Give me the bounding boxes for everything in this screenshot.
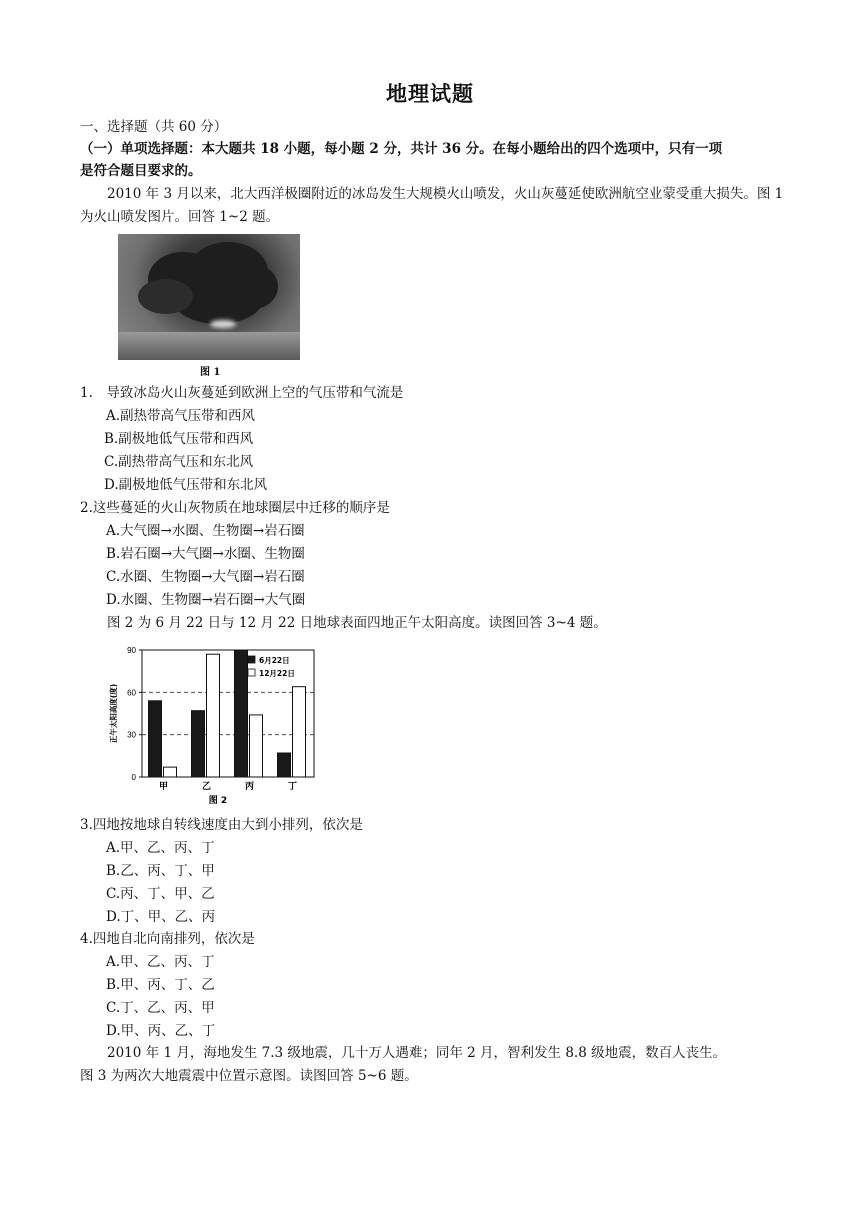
section-instructions-line2: 是符合题目要求的。 bbox=[80, 163, 202, 179]
legend-label: 6月22日 bbox=[259, 656, 290, 665]
bar-丁-12月22日 bbox=[293, 687, 306, 777]
question-1-option-a[interactable]: A.副热带高气压带和西风 bbox=[106, 408, 256, 424]
question-2-option-a[interactable]: A.大气圈→水圈、生物圈→岩石圈 bbox=[106, 523, 305, 539]
sun-altitude-chart bbox=[104, 644, 324, 814]
intro-volcano: 2010 年 3 月以来，北大西洋极圈附近的冰岛发生大规模火山喷发，火山灰蔓延使欧洲航空业蒙受重大损失。图 1 为火山喷发图片。回答 1~2 题。 bbox=[80, 186, 784, 225]
question-2-option-c[interactable]: C.水圈、生物圈→大气圈→岩石圈 bbox=[106, 569, 305, 585]
question-2-stem: 2.这些蔓延的火山灰物质在地球圈层中迁移的顺序是 bbox=[80, 500, 390, 516]
bar-丙-6月22日 bbox=[235, 650, 248, 777]
volcano-photo bbox=[118, 234, 300, 360]
bar-乙-6月22日 bbox=[192, 711, 205, 777]
section-heading: 一、选择题（共 60 分） bbox=[80, 119, 228, 135]
y-axis-label: 正午太阳高度(度) bbox=[109, 683, 118, 744]
intro-earthquake-line2: 图 3 为两次大地震震中位置示意图。读图回答 5~6 题。 bbox=[80, 1068, 418, 1084]
question-3-option-a[interactable]: A.甲、乙、丙、丁 bbox=[106, 840, 215, 856]
bar-甲-12月22日 bbox=[164, 767, 177, 777]
question-2-option-b[interactable]: B.岩石圈→大气圈→水圈、生物圈 bbox=[106, 546, 305, 562]
question-3-stem: 3.四地按地球自转线速度由大到小排列，依次是 bbox=[80, 817, 363, 833]
legend-label: 12月22日 bbox=[259, 669, 295, 678]
question-3-option-b[interactable]: B.乙、丙、丁、甲 bbox=[106, 863, 215, 879]
bar-丙-12月22日 bbox=[250, 715, 263, 777]
question-1-stem: 1. 导致冰岛火山灰蔓延到欧洲上空的气压带和气流是 bbox=[80, 385, 404, 401]
figure2-caption: 图 2 bbox=[208, 796, 228, 806]
question-1-option-d[interactable]: D.副极地低气压带和东北风 bbox=[104, 477, 268, 493]
question-4-option-d[interactable]: D.甲、丙、乙、丁 bbox=[106, 1023, 216, 1039]
y-tick-label: 90 bbox=[127, 646, 136, 655]
legend-swatch-12月22日 bbox=[248, 669, 255, 676]
question-4-option-b[interactable]: B.甲、丙、丁、乙 bbox=[106, 977, 215, 993]
x-tick-label: 丙 bbox=[244, 782, 255, 792]
question-4-option-c[interactable]: C.丁、乙、丙、甲 bbox=[106, 1000, 215, 1016]
question-4-stem: 4.四地自北向南排列，依次是 bbox=[80, 931, 255, 947]
y-tick-label: 60 bbox=[127, 688, 136, 698]
x-tick-label: 乙 bbox=[201, 782, 212, 792]
legend-swatch-6月22日 bbox=[248, 656, 255, 663]
question-1-option-b[interactable]: B.副极地低气压带和西风 bbox=[104, 431, 254, 447]
figure1-caption: 图 1 bbox=[200, 367, 221, 378]
question-1-option-c[interactable]: C.副热带高气压和东北风 bbox=[104, 454, 254, 470]
question-3-option-c[interactable]: C.丙、丁、甲、乙 bbox=[106, 886, 215, 902]
x-tick-label: 丁 bbox=[287, 782, 298, 792]
section-instructions-line1: （一）单项选择题：本大题共 18 小题，每小题 2 分，共计 36 分。在每小题给出的四个选项中，只有一项 bbox=[80, 141, 723, 157]
x-tick-label: 甲 bbox=[158, 782, 169, 792]
question-2-option-d[interactable]: D.水圈、生物圈→岩石圈→大气圈 bbox=[106, 592, 306, 608]
bar-乙-12月22日 bbox=[207, 654, 220, 777]
intro-sun-altitude: 图 2 为 6 月 22 日与 12 月 22 日地球表面四地正午太阳高度。读图回答 3~4 题。 bbox=[107, 615, 607, 631]
y-tick-label: 0 bbox=[131, 773, 136, 782]
y-tick-label: 30 bbox=[127, 730, 136, 740]
bar-丁-6月22日 bbox=[278, 753, 291, 777]
question-4-option-a[interactable]: A.甲、乙、丙、丁 bbox=[106, 954, 215, 970]
bar-甲-6月22日 bbox=[149, 701, 162, 777]
intro-earthquake-line1: 2010 年 1 月，海地发生 7.3 级地震，几十万人遇难；同年 2 月，智利发生 8.8 级地震，数百人丧生。 bbox=[107, 1045, 727, 1061]
question-3-option-d[interactable]: D.丁、甲、乙、丙 bbox=[106, 909, 216, 925]
page-title: 地理试题 bbox=[386, 81, 474, 106]
